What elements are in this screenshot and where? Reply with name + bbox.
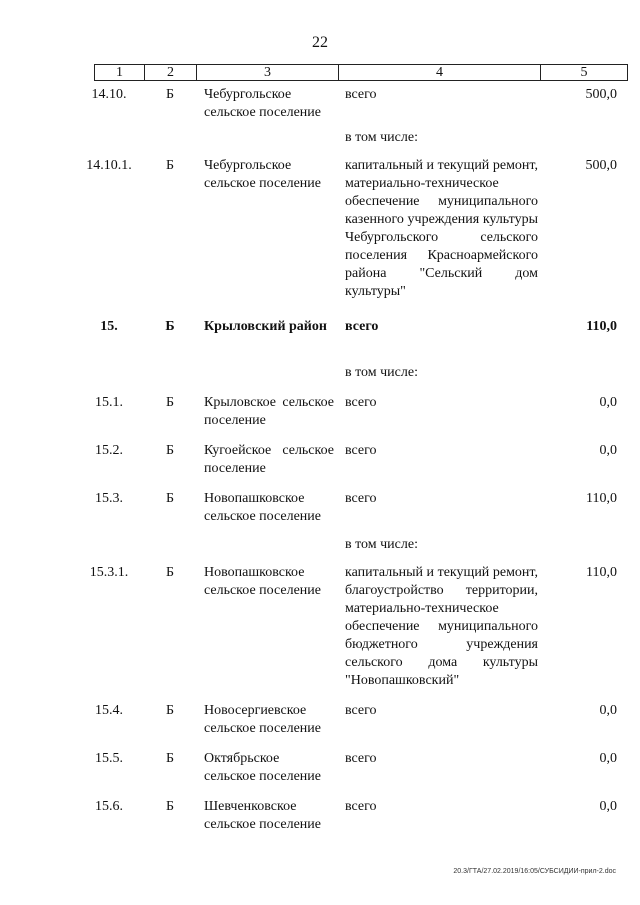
row-number: 15.2. bbox=[95, 443, 123, 458]
row-category: Б bbox=[165, 799, 175, 814]
row-name: Чебургольское сельское поселение bbox=[204, 158, 321, 191]
row-category: Б bbox=[165, 395, 175, 410]
row-description: всего bbox=[345, 751, 377, 766]
row-number: 15.3.1. bbox=[89, 565, 129, 580]
row-number: 15.4. bbox=[95, 703, 123, 718]
row-category: Б bbox=[165, 491, 175, 506]
row-category: Б bbox=[165, 87, 175, 102]
row-name: Шевченковское сельское поселение bbox=[204, 799, 321, 832]
row-category: Б bbox=[165, 751, 175, 766]
row-number: 14.10.1. bbox=[86, 158, 132, 173]
row-amount: 0,0 bbox=[599, 799, 617, 814]
row-amount: 0,0 bbox=[599, 395, 617, 410]
row-description: всего bbox=[345, 491, 377, 506]
header-col-4: 4 bbox=[339, 65, 541, 80]
row-category: Б bbox=[165, 565, 175, 580]
row-number: 15. bbox=[100, 319, 118, 334]
row-description: капитальный и текущий ремонт, благоустройство территории, материально-техническое обеспечение муниципального бюджетного учреждения сельского дома культуры "Новопашковский" bbox=[345, 565, 538, 688]
in-total-label: в том числе: bbox=[345, 537, 418, 552]
row-amount: 500,0 bbox=[585, 87, 617, 102]
page-number: 22 bbox=[312, 34, 328, 51]
row-category: Б bbox=[165, 158, 175, 173]
in-total-label: в том числе: bbox=[345, 130, 418, 145]
row-amount: 0,0 bbox=[599, 751, 617, 766]
row-description: всего bbox=[345, 799, 377, 814]
row-description: всего bbox=[345, 87, 377, 102]
header-col-1: 1 bbox=[95, 65, 145, 80]
header-col-2: 2 bbox=[145, 65, 197, 80]
row-number: 15.3. bbox=[95, 491, 123, 506]
footer-file-path: 20.3/ГТА/27.02.2019/16:05/СУБСИДИИ-прил-2.doc bbox=[453, 868, 616, 875]
in-total-label: в том числе: bbox=[345, 365, 418, 380]
row-description: всего bbox=[345, 703, 377, 718]
header-col-5: 5 bbox=[580, 65, 588, 80]
row-name: Новопашковское сельское поселение bbox=[204, 565, 321, 598]
row-amount: 110,0 bbox=[586, 491, 617, 506]
row-number: 15.5. bbox=[95, 751, 123, 766]
row-category: Б bbox=[165, 443, 175, 458]
row-description: капитальный и текущий ремонт, материально-техническое обеспечение муниципального казенного учреждения культуры Чебургольского сельского поселения Красноармейского района "Сельский дом культуры" bbox=[345, 158, 538, 299]
row-category: Б bbox=[165, 319, 175, 334]
row-name: Крыловское сельское поселение bbox=[204, 395, 334, 428]
row-name: Октябрьское сельское поселение bbox=[204, 751, 321, 784]
row-amount: 0,0 bbox=[599, 703, 617, 718]
row-number: 14.10. bbox=[91, 87, 127, 102]
row-category: Б bbox=[165, 703, 175, 718]
row-name: Новосергиевское сельское поселение bbox=[204, 703, 321, 736]
row-name: Кугоейское сельское поселение bbox=[204, 443, 334, 476]
row-amount: 500,0 bbox=[585, 158, 617, 173]
row-number: 15.6. bbox=[95, 799, 123, 814]
row-amount: 110,0 bbox=[586, 565, 617, 580]
row-name: Новопашковское сельское поселение bbox=[204, 491, 321, 524]
table-header bbox=[94, 64, 628, 81]
row-amount: 0,0 bbox=[599, 443, 617, 458]
row-amount: 110,0 bbox=[586, 319, 617, 334]
row-number: 15.1. bbox=[95, 395, 123, 410]
row-name: Чебургольское сельское поселение bbox=[204, 87, 321, 120]
row-description: всего bbox=[345, 443, 377, 458]
row-name: Крыловский район bbox=[204, 319, 327, 334]
row-description: всего bbox=[345, 395, 377, 410]
row-description: всего bbox=[345, 319, 379, 334]
header-col-3: 3 bbox=[197, 65, 339, 80]
